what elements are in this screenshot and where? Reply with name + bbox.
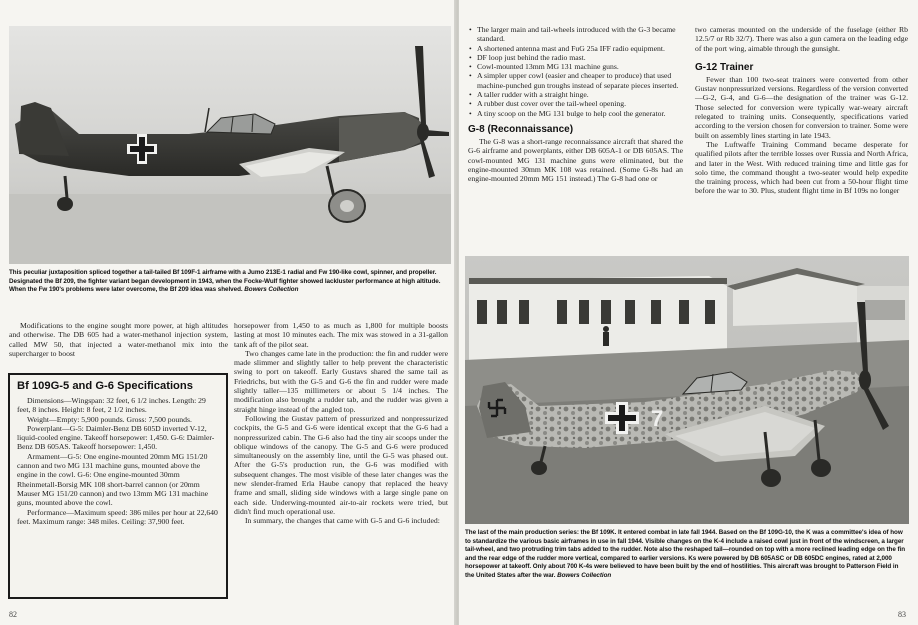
list-item: • A simpler upper cowl (easier and cheaper to produce) that used machine-punched gun troughs instead of separate pieces inserted. [468,71,683,90]
bf109k-caption [465,529,909,581]
spec-performance: Performance—Maximum speed: 386 miles per hour at 22,640 feet. Maximum range: 348 miles. Ceiling: 37,900 feet. [17,507,218,526]
camera-paragraph: two cameras mounted on the underside of the fuselage (either Rb 12.5/7 or Rb 32/7). There was also a gun camera on the leading edge of the port wing, aimable through the gunsight. [695,25,908,53]
right-body-column-2 [695,25,908,196]
bf209-caption [9,269,453,295]
list-item: • A tiny scoop on the MG 131 bulge to help cool the generator. [468,109,683,118]
specifications-box [8,373,228,599]
tail-code-number: 7 [651,406,664,431]
bf109k-photo-credit: Bowers Collection [557,571,612,579]
spec-dimensions: Dimensions—Wingspan: 32 feet, 6 1/2 inches. Length: 29 feet, 8 inches. Height: 8 feet, 2 1/2 inches. [17,396,206,415]
specifications-title: Bf 109G-5 and G-6 Specifications [17,380,193,392]
page-number-left: 82 [9,610,17,619]
bf209-caption-text: This peculiar juxtaposition spliced together a tail-tailed Bf 109F-1 airframe with a Jumo 213E-1 radial and Fw 190-like cowl, spinner, and propeller. Designated the Bf 209, the fighter variant began development in 1943, when the Focke-Wulf fighter showed lackluster performance at high altitude. When the Fw 190's problems were later overcome, the Bf 209 idea was shelved. [9,269,441,294]
list-item: • A shortened antenna mast and FuG 25a IFF radio equipment. [468,44,683,53]
bf209-photo [9,26,451,264]
bf109k-caption-text: The last of the main production series: the Bf 109K. It entered combat in late fall 1944. Based on the Bf 109G-10, the K was a committee's idea of how to standardize the various basic airframes in use in fall 1944. Visible changes on the K-4 include a raised cowl just in front of the windscreen, a larger tail-wheel, and two protruding trim tabs added to the rudder. Note also the reshaped tail—rounded on top with a more reclined leading edge on the fin and the rear edge of the rudder more vertical, compared to earlier versions. Ks were powered by DB 605ASC or DB 605DC engines, rated at 2,000 horsepower at takeoff. Only about 700 K-4s were believed to have been built by the end of hostilities. This aircraft was brought to Patterson Field in the United States after the war. [465,529,906,579]
left-col2-paragraph: In summary, the changes that came with G-5 and G-6 included: [245,516,440,526]
bf109k-photo [465,256,909,524]
list-item: • The larger main and tail-wheels introduced with the G-3 became standard. [468,25,683,44]
left-body-column-1 [9,321,228,358]
g8-heading: G-8 (Reconnaissance) [468,123,574,135]
left-col1-paragraph: Modifications to the engine sought more power, at high altitudes and otherwise. The DB 605 had a water-methanol injection system, called MW 50, that injected a water-methanol mix into the supercharger to boost [9,321,228,358]
spec-weight: Weight—Empty: 5,900 pounds. Gross: 7,500 pounds. [27,414,192,424]
g12-heading: G-12 Trainer [695,61,754,73]
spec-powerplant: Powerplant—G-5: Daimler-Benz DB 605D inverted V-12, liquid-cooled engine. Takeoff horsepower: 1,450. G-6: Daimler-Benz DB 605AS. Takeoff horsepower: 1,450. [17,423,215,452]
list-item: • DF loop just behind the radio mast. [468,53,683,62]
bf109k-aircraft-illustration [465,256,909,524]
left-col2-paragraph: Two changes came late in the production: the fin and rudder were made slimmer and slightly taller to help prevent the characteristic swing to port on takeoff. Early Gustavs shared the same tail as Friedrichs, but with the G-5 and G-6 the fin and rudder were made slightly taller—135 millimeters or about 5 1/4 inches. The modification also brought a rudder tab, and the rudder was given a straight hinge instead of the angled top. [234,348,448,414]
list-item: • A taller rudder with a straight hinge. [468,90,683,99]
list-item: • A rubber dust cover over the tail-wheel opening. [468,99,683,108]
right-body-column-1 [468,25,683,183]
g8-paragraph: The G-8 was a short-range reconnaissance aircraft that shared the G-6 airframe and powerplants, either DB 605A-1 or DB 605AS. The cowl-mounted MG 131 machine guns were eliminated, but the engine-mounted 30mm MK 108 was retained. (Some G-8s had an engine-mounted 20mm MG 151 instead.) The G-8 had one or [468,136,683,184]
left-col2-paragraph: horsepower from 1,450 to as much as 1,800 for multiple boosts lasting at most 10 minutes each. The mix was stowed in a 31-gallon tank aft of the pilot seat. [234,321,448,349]
spec-armament: Armament—G-5: One engine-mounted 20mm MG 151/20 cannon and two MG 131 machine guns, mounted above the engine in the cowl. G-6: One engine-mounted 30mm Rheinmetall-Borsig MK 108 short-barrel cannon (or 20mm Mauser MG 151/20 cannon) and two 13mm MG 131 machine guns, mounted above the cowl. [17,451,209,508]
left-page [0,0,456,625]
g12-paragraph: Fewer than 100 two-seat trainers were converted from other Gustav nonpressurized versions. Regardless of the version converted—G-2, G-4, and G-6—the designation of the trainer was G-12. Those selected for conversion were typically war-weary aircraft relegated to training units. Consequently, specifications varied according to the version chosen for conversion to trainer. Some were built on assembly lines starting in late 1943. [695,74,908,140]
left-col2-paragraph: Following the Gustav pattern of pressurized and nonpressurized cockpits, the G-5 and G-6 were identical except that the G-6 had a nonpressurized cabin. The G-6 also had the tiny air scoops under the oblique windows of the canopy. The G-5 and G-6 were produced simultaneously on the assembly line, until the G-5 was phased out. After the G-5's production run, the G-6 was modified with subsequent changes. The most visible of these later changes was the new slender-framed Erla Haube canopy that replaced the heavy frame and small, sliding side windows with a large single pane on each side. Underwing-mounted air-to-air rockets were tried, but didn't find much operational use. [234,413,448,516]
list-item: • Cowl-mounted 13mm MG 131 machine guns. [468,62,683,71]
g12-paragraph: The Luftwaffe Training Command became desperate for qualified pilots after the terrible losses over Russia and North Africa, and later in the West. With reduced training time and little gas for solo time, the command thought a two-seater would help expedite the training process, which had been cut from a 50-hour flight time before the war to 30. Plus, student flight time in Bf 109s no longer [695,139,908,196]
g5-g6-changes-list [468,25,683,118]
bf209-aircraft-illustration [9,26,451,264]
bf209-photo-credit: Bowers Collection [244,286,299,294]
page-number-right: 83 [898,610,906,619]
left-body-column-2 [234,321,448,526]
right-page [459,0,918,625]
